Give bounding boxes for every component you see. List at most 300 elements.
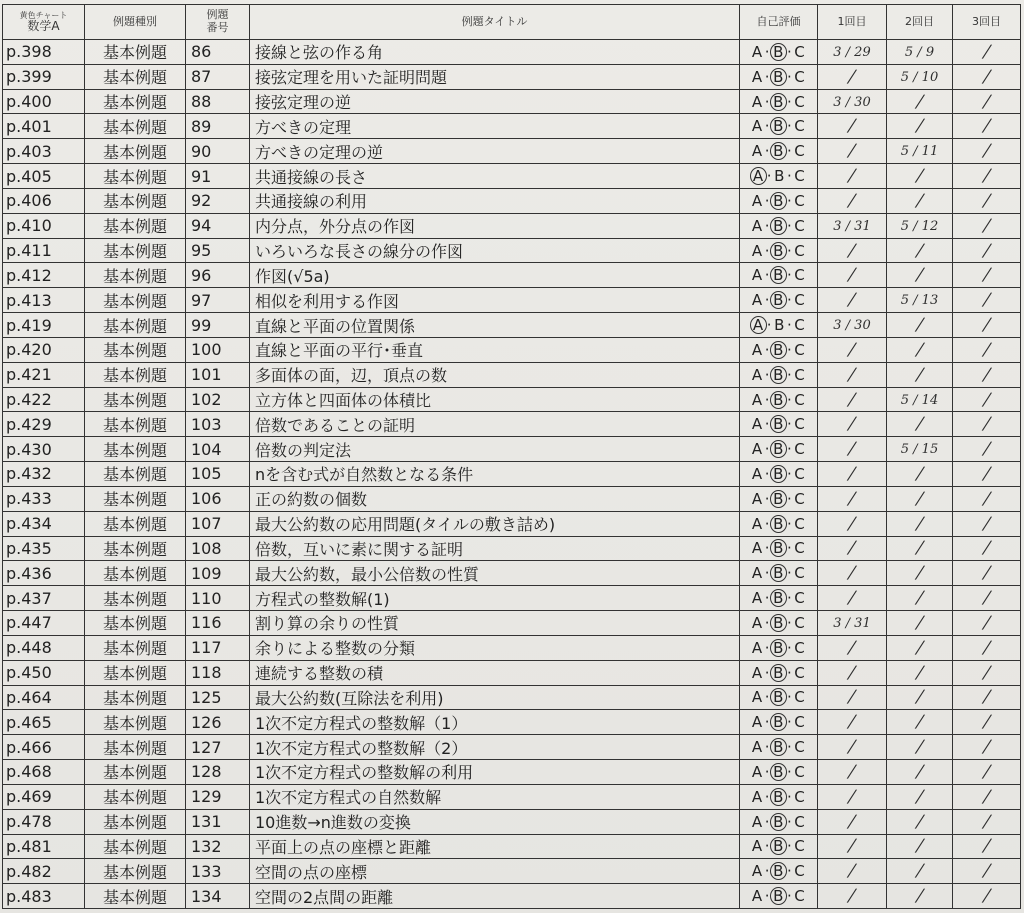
title-cell: いろいろな長さの線分の作図 <box>250 238 740 263</box>
eval-option-a: A <box>751 142 763 161</box>
type-cell: 基本例題 <box>85 884 186 909</box>
eval-option-c: C <box>794 663 806 682</box>
round3-cell <box>953 263 1021 288</box>
round1-cell <box>818 784 887 809</box>
round3-cell <box>953 685 1021 710</box>
type-cell: 基本例題 <box>85 710 186 735</box>
round1-cell <box>818 387 887 412</box>
check-slash: / <box>847 339 857 360</box>
check-slash: / <box>847 141 857 162</box>
round3-cell <box>953 238 1021 263</box>
eval-option-a: A <box>751 837 763 856</box>
eval-separator: · <box>764 713 770 732</box>
page-cell: p.478 <box>3 809 85 834</box>
round2-cell <box>887 64 953 89</box>
round1-cell <box>818 660 887 685</box>
eval-option-c: C <box>794 688 806 707</box>
check-slash: / <box>915 761 924 782</box>
title-cell: 1次不定方程式の整数解（2） <box>250 735 740 760</box>
type-cell: 基本例題 <box>85 536 186 561</box>
round2-cell <box>887 685 953 710</box>
check-slash: / <box>982 712 991 733</box>
eval-separator: · <box>787 291 793 310</box>
eval-separator: · <box>787 340 793 359</box>
number-cell: 117 <box>186 635 250 660</box>
round2-cell <box>887 561 953 586</box>
round2-cell <box>887 859 953 884</box>
eval-option-c: C <box>794 539 806 558</box>
number-label-line2: 番号 <box>206 21 229 34</box>
eval-option-b: B <box>770 440 787 458</box>
eval-separator: · <box>764 241 770 260</box>
check-slash: / <box>915 563 924 584</box>
check-slash: / <box>982 364 991 385</box>
eval-separator: · <box>787 837 793 856</box>
round1-cell <box>818 213 887 238</box>
check-slash: / <box>915 364 924 385</box>
eval-separator: · <box>764 862 770 881</box>
check-slash: / <box>915 265 924 286</box>
handwritten-date: 3 / 29 <box>833 44 871 60</box>
check-slash: / <box>847 290 857 311</box>
eval-separator: · <box>787 887 793 906</box>
check-slash: / <box>982 339 991 360</box>
table-row <box>3 511 1021 536</box>
check-slash: / <box>982 315 991 336</box>
title-cell: 1次不定方程式の整数解の利用 <box>250 760 740 785</box>
round3-cell <box>953 89 1021 114</box>
round3-cell <box>953 561 1021 586</box>
title-cell: 接弦定理を用いた証明問題 <box>250 64 740 89</box>
handwritten-date: 5 / 14 <box>900 392 939 408</box>
eval-separator: · <box>787 638 793 657</box>
round3-cell <box>953 859 1021 884</box>
number-cell: 127 <box>186 735 250 760</box>
type-cell: 基本例題 <box>85 561 186 586</box>
eval-option-c: C <box>794 862 806 881</box>
eval-option-c: C <box>794 787 806 806</box>
eval-option-b: B <box>770 788 787 806</box>
eval-option-c: C <box>794 514 806 533</box>
type-cell: 基本例題 <box>85 462 186 487</box>
check-slash: / <box>847 166 857 187</box>
title-cell: 平面上の点の座標と距離 <box>250 834 740 859</box>
eval-separator: · <box>787 539 793 558</box>
eval-option-a: A <box>751 489 763 508</box>
round3-cell <box>953 586 1021 611</box>
round2-cell <box>887 337 953 362</box>
header-round3: 3回目 <box>953 5 1021 40</box>
round3-cell <box>953 437 1021 462</box>
page-cell: p.429 <box>3 412 85 437</box>
table-row <box>3 213 1021 238</box>
round2-cell <box>887 387 953 412</box>
eval-separator: · <box>764 390 770 409</box>
eval-option-c: C <box>794 92 806 111</box>
handwritten-date: 3 / 31 <box>833 218 871 234</box>
handwritten-date: 5 / 12 <box>900 218 939 234</box>
eval-option-a: A <box>751 117 763 136</box>
round1-cell <box>818 139 887 164</box>
round1-cell <box>818 40 887 65</box>
eval-option-c: C <box>794 365 806 384</box>
eval-option-b: B <box>770 415 787 433</box>
round2-cell <box>887 164 953 189</box>
round1-cell <box>818 64 887 89</box>
round2-cell <box>887 884 953 909</box>
table-row <box>3 387 1021 412</box>
table-row <box>3 809 1021 834</box>
check-slash: / <box>915 91 924 112</box>
check-slash: / <box>982 41 991 62</box>
round1-cell <box>818 635 887 660</box>
number-cell: 102 <box>186 387 250 412</box>
eval-separator: · <box>787 241 793 260</box>
eval-cell <box>740 511 818 536</box>
eval-cell <box>740 412 818 437</box>
eval-cell <box>740 114 818 139</box>
title-cell: nを含む式が自然数となる条件 <box>250 462 740 487</box>
eval-option-a: A <box>751 713 763 732</box>
eval-cell <box>740 313 818 338</box>
eval-separator: · <box>787 117 793 136</box>
page-cell: p.468 <box>3 760 85 785</box>
round1-cell <box>818 884 887 909</box>
page-cell: p.400 <box>3 89 85 114</box>
number-cell: 87 <box>186 64 250 89</box>
round3-cell <box>953 710 1021 735</box>
round1-cell <box>818 760 887 785</box>
page-cell: p.448 <box>3 635 85 660</box>
header-type: 例題種別 <box>85 5 186 40</box>
type-cell: 基本例題 <box>85 114 186 139</box>
check-slash: / <box>847 563 857 584</box>
check-slash: / <box>847 116 857 137</box>
number-cell: 105 <box>186 462 250 487</box>
eval-option-a: A <box>751 440 763 459</box>
eval-option-a: A <box>750 167 767 185</box>
check-slash: / <box>847 836 857 857</box>
round2-cell <box>887 586 953 611</box>
type-cell: 基本例題 <box>85 213 186 238</box>
check-slash: / <box>847 414 857 435</box>
eval-option-a: A <box>751 514 763 533</box>
eval-option-a: A <box>751 812 763 831</box>
title-cell: 最大公約数，最小公倍数の性質 <box>250 561 740 586</box>
eval-option-b: B <box>770 43 787 61</box>
number-cell: 106 <box>186 486 250 511</box>
table-row <box>3 611 1021 636</box>
table-row <box>3 40 1021 65</box>
eval-cell <box>740 710 818 735</box>
check-slash: / <box>982 563 991 584</box>
eval-option-c: C <box>794 762 806 781</box>
check-slash: / <box>982 687 991 708</box>
eval-separator: · <box>764 266 770 285</box>
eval-separator: · <box>764 514 770 533</box>
eval-separator: · <box>764 589 770 608</box>
eval-cell <box>740 387 818 412</box>
eval-option-c: C <box>794 713 806 732</box>
round3-cell <box>953 462 1021 487</box>
round3-cell <box>953 362 1021 387</box>
check-slash: / <box>982 439 991 460</box>
round2-cell <box>887 536 953 561</box>
check-slash: / <box>847 439 857 460</box>
check-slash: / <box>847 761 857 782</box>
check-slash: / <box>915 414 924 435</box>
number-cell: 99 <box>186 313 250 338</box>
number-cell: 100 <box>186 337 250 362</box>
eval-cell <box>740 213 818 238</box>
eval-option-b: B <box>770 117 787 135</box>
number-cell: 94 <box>186 213 250 238</box>
number-cell: 101 <box>186 362 250 387</box>
eval-separator: · <box>764 663 770 682</box>
number-cell: 108 <box>186 536 250 561</box>
eval-separator: · <box>787 613 793 632</box>
round2-cell <box>887 462 953 487</box>
eval-option-a: A <box>751 216 763 235</box>
number-cell: 88 <box>186 89 250 114</box>
eval-separator: · <box>764 440 770 459</box>
check-slash: / <box>847 687 857 708</box>
page-cell: p.398 <box>3 40 85 65</box>
eval-separator: · <box>787 67 793 86</box>
round1-cell <box>818 288 887 313</box>
number-cell: 133 <box>186 859 250 884</box>
round1-cell <box>818 313 887 338</box>
type-cell: 基本例題 <box>85 313 186 338</box>
round1-cell <box>818 561 887 586</box>
table-row <box>3 437 1021 462</box>
check-slash: / <box>847 811 857 832</box>
round1-cell <box>818 834 887 859</box>
number-cell: 89 <box>186 114 250 139</box>
check-slash: / <box>982 116 991 137</box>
eval-option-c: C <box>794 142 806 161</box>
eval-option-c: C <box>794 638 806 657</box>
eval-option-b: B <box>774 316 785 335</box>
type-cell: 基本例題 <box>85 685 186 710</box>
round3-cell <box>953 64 1021 89</box>
round3-cell <box>953 536 1021 561</box>
round3-cell <box>953 387 1021 412</box>
title-cell: 共通接線の利用 <box>250 188 740 213</box>
eval-cell <box>740 486 818 511</box>
eval-cell <box>740 337 818 362</box>
number-cell: 129 <box>186 784 250 809</box>
eval-cell <box>740 188 818 213</box>
round2-cell <box>887 139 953 164</box>
eval-cell <box>740 834 818 859</box>
eval-separator: · <box>764 887 770 906</box>
round1-cell <box>818 710 887 735</box>
eval-option-a: A <box>751 589 763 608</box>
table-row <box>3 139 1021 164</box>
round1-cell <box>818 536 887 561</box>
eval-separator: · <box>787 390 793 409</box>
title-cell: 空間の点の座標 <box>250 859 740 884</box>
eval-option-b: B <box>770 738 787 756</box>
eval-separator: · <box>764 216 770 235</box>
eval-cell <box>740 784 818 809</box>
check-slash: / <box>847 538 857 559</box>
eval-option-a: A <box>751 390 763 409</box>
eval-option-b: B <box>770 465 787 483</box>
round1-cell <box>818 511 887 536</box>
page-cell: p.482 <box>3 859 85 884</box>
round3-cell <box>953 635 1021 660</box>
eval-separator: · <box>787 142 793 161</box>
eval-cell <box>740 64 818 89</box>
check-slash: / <box>847 240 857 261</box>
table-row <box>3 884 1021 909</box>
type-cell: 基本例題 <box>85 784 186 809</box>
eval-separator: · <box>764 142 770 161</box>
title-cell: 接弦定理の逆 <box>250 89 740 114</box>
eval-option-a: A <box>751 663 763 682</box>
title-cell: 方程式の整数解(1) <box>250 586 740 611</box>
eval-option-b: B <box>770 763 787 781</box>
eval-separator: · <box>764 415 770 434</box>
handwritten-date: 5 / 11 <box>900 144 939 160</box>
eval-option-b: B <box>770 68 787 86</box>
eval-cell <box>740 40 818 65</box>
header-title: 例題タイトル <box>250 5 740 40</box>
check-slash: / <box>847 389 857 410</box>
round2-cell <box>887 412 953 437</box>
eval-option-c: C <box>794 564 806 583</box>
eval-separator: · <box>787 266 793 285</box>
page-cell: p.435 <box>3 536 85 561</box>
eval-separator: · <box>787 862 793 881</box>
eval-separator: · <box>764 837 770 856</box>
title-cell: 接線と弦の作る角 <box>250 40 740 65</box>
round1-cell <box>818 114 887 139</box>
eval-option-b: B <box>770 142 787 160</box>
progress-table <box>2 4 1021 909</box>
eval-option-a: A <box>751 613 763 632</box>
eval-separator: · <box>764 787 770 806</box>
page-cell: p.399 <box>3 64 85 89</box>
round1-cell <box>818 586 887 611</box>
type-cell: 基本例題 <box>85 362 186 387</box>
round1-cell <box>818 337 887 362</box>
check-slash: / <box>847 637 857 658</box>
round1-cell <box>818 859 887 884</box>
title-cell: 内分点，外分点の作図 <box>250 213 740 238</box>
eval-option-b: B <box>770 664 787 682</box>
check-slash: / <box>982 811 991 832</box>
number-cell: 91 <box>186 164 250 189</box>
eval-cell <box>740 89 818 114</box>
table-row <box>3 337 1021 362</box>
check-slash: / <box>982 265 991 286</box>
eval-option-b: B <box>770 639 787 657</box>
page-cell: p.437 <box>3 586 85 611</box>
check-slash: / <box>982 389 991 410</box>
title-cell: 余りによる整数の分類 <box>250 635 740 660</box>
eval-separator: · <box>764 67 770 86</box>
eval-cell <box>740 685 818 710</box>
check-slash: / <box>982 488 991 509</box>
round2-cell <box>887 611 953 636</box>
eval-option-b: B <box>770 291 787 309</box>
round2-cell <box>887 809 953 834</box>
eval-option-a: A <box>751 564 763 583</box>
round2-cell <box>887 635 953 660</box>
check-slash: / <box>847 662 857 683</box>
round3-cell <box>953 188 1021 213</box>
number-cell: 90 <box>186 139 250 164</box>
table-body <box>3 40 1021 909</box>
table-row <box>3 486 1021 511</box>
number-cell: 92 <box>186 188 250 213</box>
eval-option-b: B <box>774 167 785 186</box>
check-slash: / <box>915 166 924 187</box>
eval-option-a: A <box>751 92 763 111</box>
eval-separator: · <box>764 638 770 657</box>
round3-cell <box>953 660 1021 685</box>
table-row <box>3 710 1021 735</box>
eval-option-c: C <box>794 167 806 186</box>
check-slash: / <box>847 588 857 609</box>
header-round2: 2回目 <box>887 5 953 40</box>
type-cell: 基本例題 <box>85 337 186 362</box>
type-cell: 基本例題 <box>85 387 186 412</box>
check-slash: / <box>847 886 857 907</box>
type-cell: 基本例題 <box>85 735 186 760</box>
round3-cell <box>953 735 1021 760</box>
eval-option-a: A <box>751 340 763 359</box>
type-cell: 基本例題 <box>85 238 186 263</box>
title-cell: 連続する整数の積 <box>250 660 740 685</box>
eval-option-c: C <box>794 464 806 483</box>
eval-separator: · <box>787 564 793 583</box>
eval-separator: · <box>787 738 793 757</box>
check-slash: / <box>982 761 991 782</box>
round1-cell <box>818 238 887 263</box>
eval-option-a: A <box>751 415 763 434</box>
eval-cell <box>740 809 818 834</box>
check-slash: / <box>982 637 991 658</box>
eval-option-b: B <box>770 490 787 508</box>
eval-option-a: A <box>750 316 767 334</box>
title-cell: 倍数，互いに素に関する証明 <box>250 536 740 561</box>
round2-cell <box>887 660 953 685</box>
check-slash: / <box>982 662 991 683</box>
title-cell: 多面体の面，辺，頂点の数 <box>250 362 740 387</box>
check-slash: / <box>847 737 857 758</box>
page-cell: p.432 <box>3 462 85 487</box>
type-cell: 基本例題 <box>85 40 186 65</box>
eval-separator: · <box>787 762 793 781</box>
type-cell: 基本例題 <box>85 859 186 884</box>
check-slash: / <box>982 463 991 484</box>
eval-separator: · <box>787 787 793 806</box>
eval-separator: · <box>764 92 770 111</box>
title-cell: 方べきの定理 <box>250 114 740 139</box>
type-cell: 基本例題 <box>85 412 186 437</box>
eval-cell <box>740 462 818 487</box>
page-cell: p.430 <box>3 437 85 462</box>
check-slash: / <box>982 290 991 311</box>
number-cell: 118 <box>186 660 250 685</box>
page-cell: p.419 <box>3 313 85 338</box>
table-row <box>3 834 1021 859</box>
eval-option-c: C <box>794 390 806 409</box>
